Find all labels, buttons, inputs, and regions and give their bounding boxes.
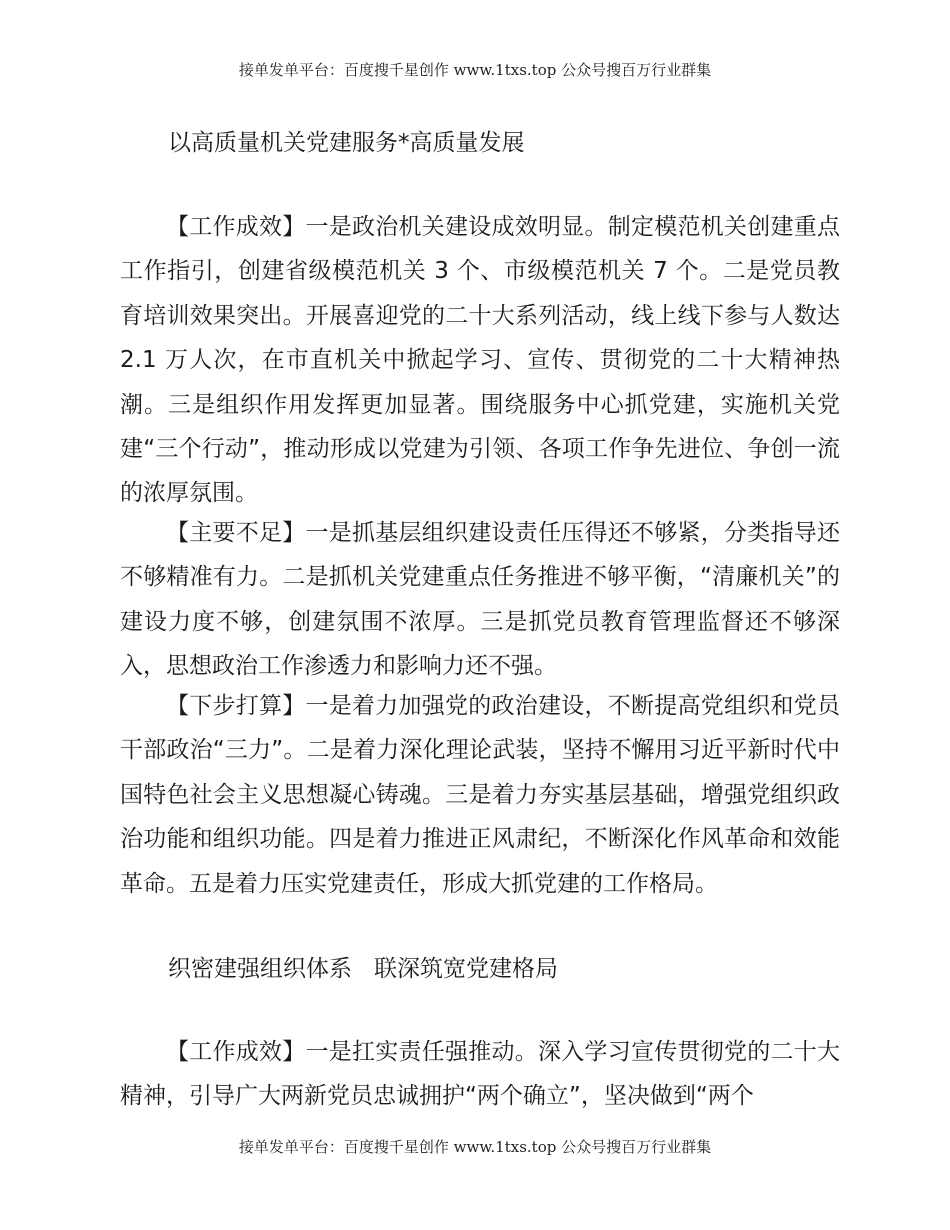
- section1-paragraph-next-steps: 【下步打算】一是着力加强党的政治建设，不断提高党组织和党员干部政治“三力”。二是着力深化理论武装，坚持不懈用习近平新时代中国特色社会主义思想凝心铸魂。三是着力夯实基层基础，增强党组织政治功能和组织功能。四是着力推进正风肃纪，不断深化作风革命和效能革命。五是着力压实党建责任，形成大抓党建的工作格局。: [120, 693, 840, 897]
- section2-title: [168, 950, 558, 983]
- section2-paragraph-achievements: 【工作成效】一是扛实责任强推动。深入学习宣传贯彻党的二十大精神，引导广大两新党员忠诚拥护“两个确立”，坚决做到“两个: [120, 1039, 840, 1110]
- page-header-watermark: 接单发单平台：百度搜千星创作 www.1txs.top 公众号搜百万行业群集: [238, 61, 712, 79]
- section1-paragraph-achievements: 【工作成效】一是政治机关建设成效明显。制定模范机关创建重点工作指引，创建省级模范机关 3 个、市级模范机关 7 个。二是党员教育培训效果突出。开展喜迎党的二十大系列活动，线上线下参与人数达 2.1 万人次，在市直机关中掀起学习、宣传、贯彻党的二十大精神热潮。三是组织作用发挥更加显著。围绕服务中心抓党建，实施机关党建“三个行动”，推动形成以党建为引领、各项工作争先进位、争创一流的浓厚氛围。: [120, 214, 840, 507]
- page-footer-watermark: 接单发单平台：百度搜千星创作 www.1txs.top 公众号搜百万行业群集: [238, 1138, 712, 1156]
- section2-title-part1: 织密建强组织体系: [168, 956, 352, 982]
- section2-title-part2: 联深筑宽党建格局: [374, 956, 558, 982]
- section1-title: 以高质量机关党建服务*高质量发展: [168, 130, 525, 156]
- section1-paragraph-shortcomings: 【主要不足】一是抓基层组织建设责任压得还不够紧，分类指导还不够精准有力。二是抓机关党建重点任务推进不够平衡，“清廉机关”的建设力度不够，创建氛围不浓厚。三是抓党员教育管理监督还不够深入，思想政治工作渗透力和影响力还不强。: [120, 520, 840, 680]
